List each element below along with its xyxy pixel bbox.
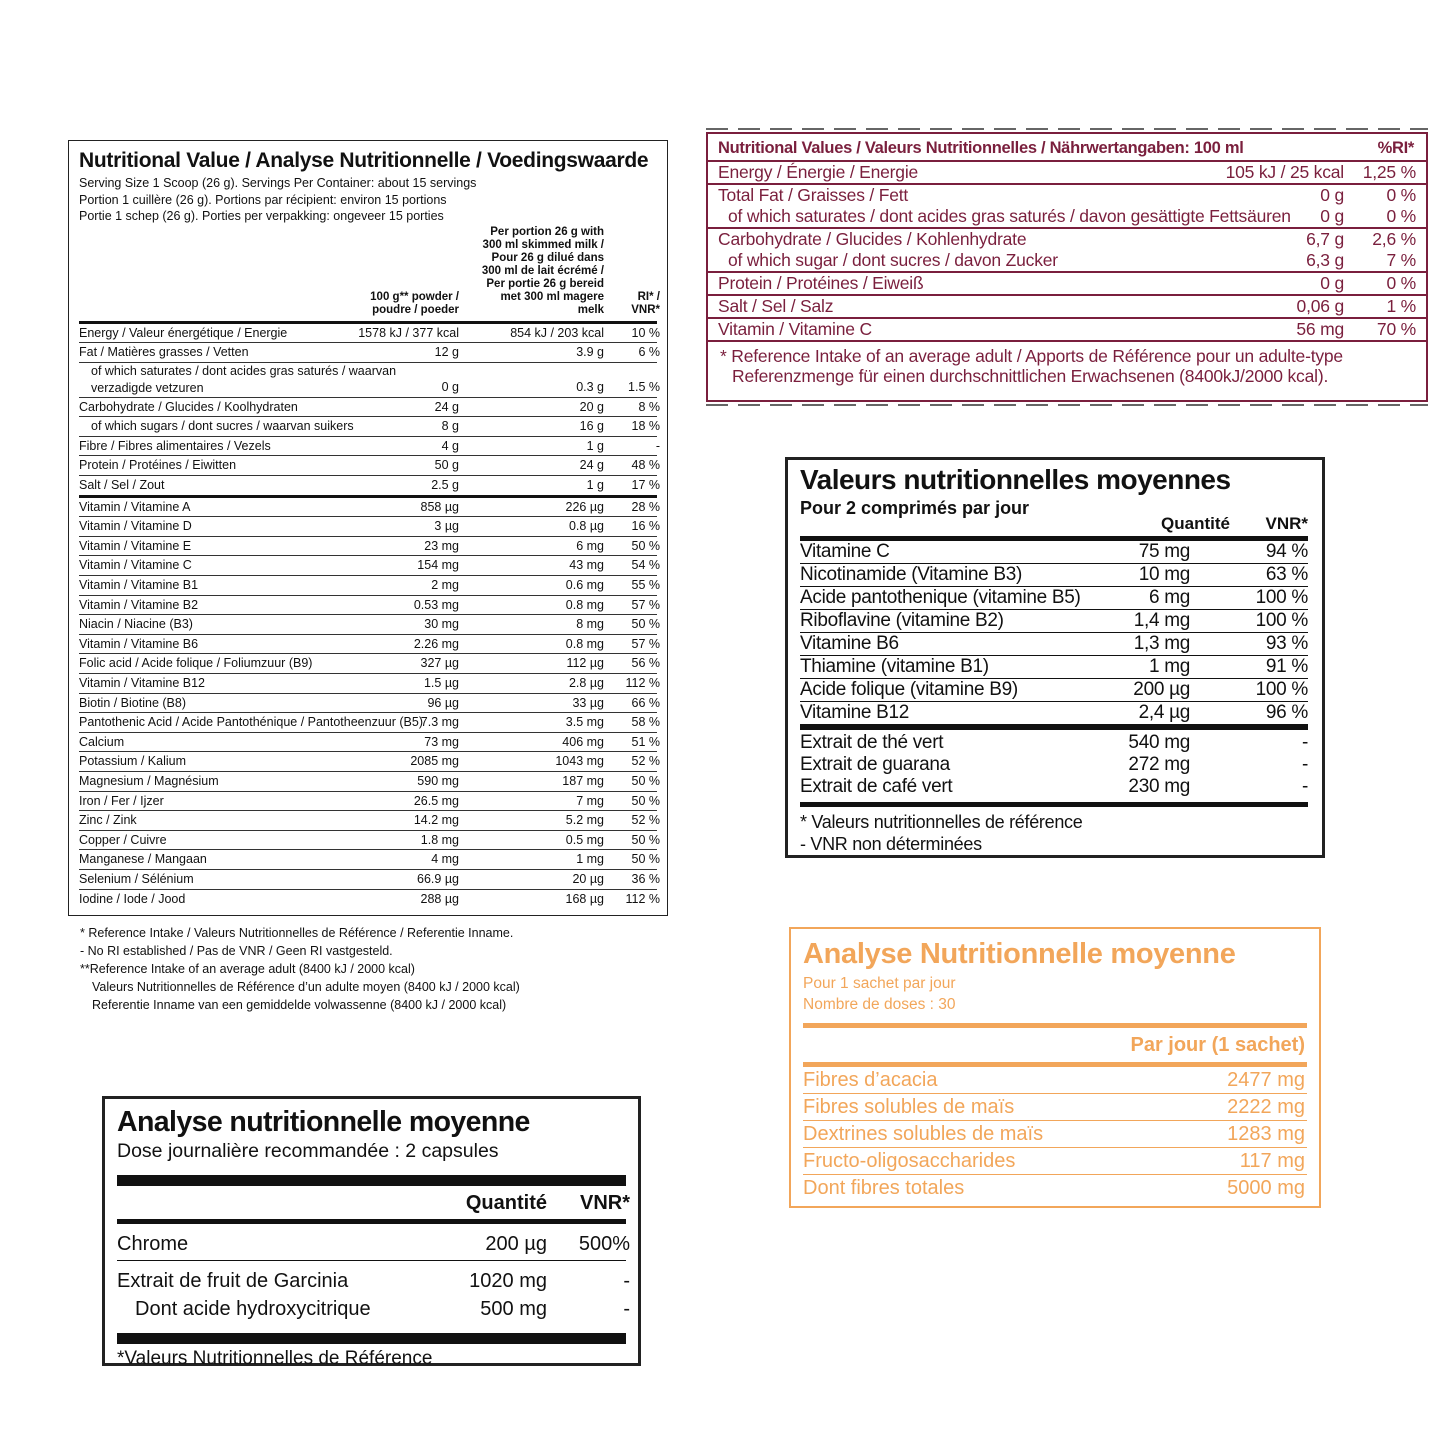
table-row: Chrome 200 µg 500% [117, 1233, 630, 1255]
panel1-rows [79, 321, 660, 909]
group-vitamin [708, 319, 1426, 342]
nutrition-table-protein [68, 140, 668, 916]
table-row: Salt / Sel / Zout 2.5 g 1 g 17 % [79, 476, 657, 498]
table-row: Iodine / Iode / Jood 288 µg 168 µg 112 % [79, 891, 660, 906]
table-row: Extrait de café vert 230 mg - [800, 776, 1308, 797]
col-header-100g: 100 g** powder / poudre / poeder [370, 290, 459, 316]
panel3-subheader [800, 496, 1308, 536]
table-row: Zinc / Zink 14.2 mg 5.2 mg 52 % [79, 811, 657, 831]
table-row: Vitamine C 75 mg 94 % [800, 541, 1308, 562]
col-header-portion: Per portion 26 g with 300 ml skimmed milk / Pour 26 g dilué dans 300 ml de lait écrémé / Per portie 26 g bereid met 300 ml magere melk [481, 225, 604, 316]
panel3-extracts [800, 730, 1308, 798]
panel2-title: Nutritional Values / Valeurs Nutritionnelles / Nährwertangaben: 100 ml [718, 139, 1244, 157]
table-row: Total Fat / Graisses / Fett 0 g 0 % [718, 185, 1416, 205]
table-row: Extrait de thé vert 540 mg - [800, 732, 1308, 753]
table-row: Vitamin / Vitamine B12 1.5 µg 2.8 µg 112 % [79, 674, 657, 694]
panel1-title: Nutritional Value / Analyse Nutritionnelle / Voedingswaarde [79, 149, 649, 172]
table-row: Thiamine (vitamine B1) 1 mg 91 % [800, 656, 1308, 677]
table-row: Vitamin / Vitamine D 3 µg 0.8 µg 16 % [79, 517, 657, 537]
panel2-footnote: * Reference Intake of an average adult / Apports de Référence pour un adulte-type Referenzmenge für einen durchschnittlichen Erwachsenen (8400kJ/2000 kcal). [720, 346, 1343, 386]
footnote: **Reference Intake of an average adult (8400 kJ / 2000 kcal) [80, 962, 415, 976]
table-row: Protein / Protéines / Eiwitten 50 g 24 g 48 % [79, 456, 657, 476]
nutrition-table-tablets [785, 457, 1325, 858]
footnote: Valeurs Nutritionnelles de Référence d’un adulte moyen (8400 kJ / 2000 kcal) [92, 980, 520, 994]
table-row: Vitamin / Vitamine B2 0.53 mg 0.8 mg 57 % [79, 596, 657, 616]
table-row: Fibres d’acacia 2477 mg [803, 1067, 1307, 1094]
col-header-par-jour: Par jour (1 sachet) [803, 1028, 1307, 1067]
divider [117, 1333, 626, 1344]
panel5-title: Analyse nutritionnelle moyenne [117, 1106, 530, 1138]
table-row: Fibre / Fibres alimentaires / Vezels 4 g 1 g - [79, 437, 657, 457]
panel5-column-headers [117, 1186, 630, 1219]
group-protein [708, 273, 1426, 296]
dashed-line-top [706, 128, 1428, 130]
serving-line-fr: Portion 1 cuillère (26 g). Portions par récipient: environ 15 portions [79, 192, 447, 207]
table-row: Dont acide hydroxycitrique 500 mg - [135, 1298, 630, 1320]
table-row: Manganese / Mangaan 4 mg 1 mg 50 % [79, 850, 657, 870]
table-row: Fat / Matières grasses / Vetten 12 g 3.9 g 6 % [79, 343, 657, 363]
footnote: Referentie Inname van een gemiddelde volwassenne (8400 kJ / 2000 kcal) [92, 998, 507, 1012]
table-row: Acide folique (vitamine B9) 200 µg 100 % [800, 679, 1308, 700]
table-row: Vitamin / Vitamine C 154 mg 43 mg 54 % [79, 556, 657, 576]
serving-line-en: Serving Size 1 Scoop (26 g). Servings Per Container: about 15 servings [79, 176, 477, 190]
serving-line-nl: Portie 1 schep (26 g). Porties per verpakking: ongeveer 15 porties [79, 209, 444, 223]
panel4-title: Analyse Nutritionnelle moyenne [803, 938, 1236, 970]
table-row: Energy / Énergie / Energie 105 kJ / 25 kcal 1,25 % [718, 162, 1416, 182]
table-row: Nicotinamide (Vitamine B3) 10 mg 63 % [800, 564, 1308, 585]
table-row: Iron / Fer / Ijzer 26.5 mg 7 mg 50 % [79, 792, 657, 812]
panel3-rows [800, 541, 1308, 725]
col-header-quantite: Quantité [1161, 514, 1230, 533]
table-row: Vitamin / Vitamine B1 2 mg 0.6 mg 55 % [79, 576, 657, 596]
divider [117, 1219, 626, 1224]
table-row: Selenium / Sélénium 66.9 µg 20 µg 36 % [79, 870, 657, 890]
table-row: Dextrines solubles de maïs 1283 mg [803, 1121, 1307, 1148]
table-row: Calcium 73 mg 406 mg 51 % [79, 733, 657, 753]
panel3-subtitle: Pour 2 comprimés par jour [800, 498, 1030, 518]
footnote: - No RI established / Pas de VNR / Geen RI vastgesteld. [80, 944, 393, 958]
panel4-rows [803, 1067, 1307, 1201]
table-row: of which sugar / dont sucres / davon Zucker 6,3 g 7 % [728, 250, 1416, 270]
table-row: of which sugars / dont sucres / waarvan suikers 8 g 16 g 18 % [79, 417, 657, 437]
panel4-subtitle-2: Nombre de doses : 30 [803, 996, 956, 1013]
table-row: Dont fibres totales 5000 mg [803, 1177, 1305, 1199]
table-row: Riboflavine (vitamine B2) 1,4 mg 100 % [800, 610, 1308, 631]
table-row: Vitamin / Vitamine A 858 µg 226 µg 28 % [79, 498, 657, 518]
table-row: Magnesium / Magnésium 590 mg 187 mg 50 % [79, 772, 657, 792]
table-row: Vitamin / Vitamine C 56 mg 70 % [718, 319, 1416, 339]
group-fat [708, 185, 1426, 229]
panel1-serving [79, 175, 657, 225]
panel4-subtitle-1: Pour 1 sachet par jour [803, 975, 956, 992]
group-salt [708, 296, 1426, 319]
nutrition-table-fibers [789, 927, 1321, 1208]
table-row: Vitamine B6 1,3 mg 93 % [800, 633, 1308, 654]
col-header-ri: RI* / VNR* [631, 290, 660, 316]
table-row: Extrait de fruit de Garcinia 1020 mg - [117, 1270, 630, 1292]
table-row: Folic acid / Acide folique / Foliumzuur (B9) 327 µg 112 µg 56 % [79, 654, 657, 674]
table-row: Biotin / Biotine (B8) 96 µg 33 µg 66 % [79, 694, 657, 714]
nutrition-table-drink [706, 132, 1428, 402]
table-row: Pantothenic Acid / Acide Pantothénique / Pantotheenzuur (B5) 7.3 mg 3.5 mg 58 % [79, 713, 657, 733]
table-row: Energy / Valeur énergétique / Energie 1578 kJ / 377 kcal 854 kJ / 203 kcal 10 % [79, 324, 657, 344]
table-row: Protein / Protéines / Eiweiß 0 g 0 % [718, 273, 1416, 293]
divider [117, 1260, 626, 1261]
col-header-quantite: Quantité [465, 1192, 547, 1214]
footnote: * Reference Intake / Valeurs Nutritionnelles de Référence / Referentie Inname. [80, 926, 514, 940]
panel1-column-headers [79, 225, 660, 321]
panel5-note: *Valeurs Nutritionnelles de Référence [117, 1348, 433, 1369]
table-row: Vitamine B12 2,4 µg 96 % [800, 702, 1308, 723]
panel3-title: Valeurs nutritionnelles moyennes [800, 464, 1231, 495]
table-row: Vitamin / Vitamine E 23 mg 6 mg 50 % [79, 537, 657, 557]
col-header-vnr: VNR* [1265, 514, 1308, 533]
nutrition-table-capsules [102, 1096, 641, 1369]
col-header-vnr: VNR* [579, 1192, 630, 1214]
panel2-header [708, 134, 1426, 162]
divider [117, 1175, 626, 1186]
table-row: Extrait de guarana 272 mg - [800, 754, 1308, 775]
table-row: Carbohydrate / Glucides / Kohlenhydrate 6,7 g 2,6 % [718, 229, 1416, 249]
panel2-ri-header: %RI* [1377, 139, 1414, 157]
table-row: Copper / Cuivre 1.8 mg 0.5 mg 50 % [79, 831, 657, 851]
table-row: Fructo-oligosaccharides 117 mg [803, 1148, 1307, 1175]
dashed-line-bottom [706, 404, 1428, 406]
table-row: Vitamin / Vitamine B6 2.26 mg 0.8 mg 57 % [79, 635, 657, 655]
table-row: Acide pantothenique (vitamine B5) 6 mg 100 % [800, 587, 1308, 608]
table-row: Niacin / Niacine (B3) 30 mg 8 mg 50 % [79, 615, 657, 635]
panel3-notes: * Valeurs nutritionnelles de référence - VNR non déterminées [800, 812, 1083, 854]
group-carbs [708, 229, 1426, 273]
table-row: Potassium / Kalium 2085 mg 1043 mg 52 % [79, 752, 657, 772]
table-row: of which saturates / dont acides gras saturés / davon gesättigte Fettsäuren 0 g 0 % [728, 206, 1416, 226]
table-row: Carbohydrate / Glucides / Koolhydraten 24 g 20 g 8 % [79, 398, 657, 418]
table-row: Fibres solubles de maïs 2222 mg [803, 1094, 1307, 1121]
panel5-subtitle: Dose journalière recommandée : 2 capsules [117, 1140, 499, 1162]
table-row: Salt / Sel / Salz 0,06 g 1 % [718, 296, 1416, 316]
group-energy [708, 162, 1426, 185]
panel1-footnotes [80, 924, 640, 1014]
table-row: of which saturates / dont acides gras saturés / waarvan verzadigde vetzuren 0 g 0.3 g 1.5 % [79, 363, 657, 398]
